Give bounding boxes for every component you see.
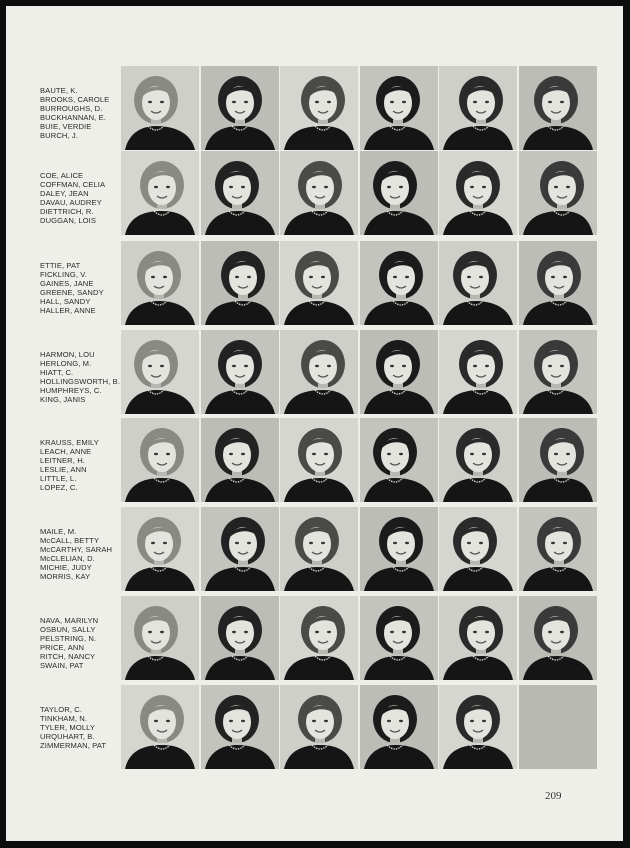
- portrait-silhouette: [360, 66, 438, 150]
- student-name: MAILE, M.: [40, 527, 77, 536]
- student-name: DALEY, JEAN: [40, 188, 89, 198]
- portrait-photo: [121, 330, 199, 414]
- student-name: OSBUN, SALLY: [40, 624, 96, 634]
- portrait-silhouette: [439, 66, 517, 150]
- portrait-photo: [360, 151, 438, 235]
- portrait-silhouette: [280, 330, 358, 414]
- student-name: SWAIN, PAT: [40, 660, 84, 670]
- student-name: DUGGAN, LOIS: [40, 215, 97, 225]
- portrait-photo: [280, 241, 358, 325]
- portrait-photo: [201, 330, 279, 414]
- student-name: HALL, SANDY: [40, 296, 91, 306]
- portrait-silhouette: [519, 66, 597, 150]
- student-name: HALLER, ANNE: [40, 305, 96, 315]
- portrait-photo: [201, 151, 279, 235]
- portrait-silhouette: [201, 685, 279, 769]
- names-block: [40, 706, 122, 751]
- student-name: DIETTRICH, R.: [40, 206, 94, 216]
- portrait-photo: [121, 66, 199, 150]
- student-name: MORRIS, KAY: [40, 571, 91, 581]
- portrait-photo: [439, 507, 517, 591]
- student-name: PRICE, ANN: [40, 642, 85, 652]
- portrait-silhouette: [280, 507, 358, 591]
- portrait-photo: [121, 685, 199, 769]
- portrait-silhouette: [519, 330, 597, 414]
- portrait-silhouette: [280, 685, 358, 769]
- names-block: [40, 262, 122, 315]
- portrait-photo: [280, 418, 358, 502]
- portrait-silhouette: [360, 507, 438, 591]
- portrait-photo: [519, 151, 597, 235]
- portrait-silhouette: [280, 241, 358, 325]
- portrait-silhouette: [439, 330, 517, 414]
- portrait-photo: [201, 418, 279, 502]
- student-name: LEITNER, H.: [40, 455, 85, 465]
- portrait-photo: [201, 241, 279, 325]
- portrait-photo: [519, 596, 597, 680]
- names-block: [40, 87, 122, 140]
- portrait-photo: [121, 151, 199, 235]
- portrait-photo: [360, 685, 438, 769]
- student-name: BURROUGHS, D.: [40, 103, 103, 113]
- portrait-silhouette: [439, 685, 517, 769]
- student-name: HUMPHREYS, C.: [40, 385, 102, 395]
- portrait-silhouette: [121, 241, 199, 325]
- portrait-silhouette: [519, 151, 597, 235]
- portrait-silhouette: [519, 418, 597, 502]
- student-name: HIATT, C.: [40, 367, 74, 377]
- portrait-silhouette: [439, 241, 517, 325]
- portrait-silhouette: [201, 596, 279, 680]
- student-name: TINKHAM, N.: [40, 713, 88, 723]
- student-name: LITTLE, L.: [40, 473, 77, 483]
- student-name: URQUHART, B.: [40, 731, 95, 741]
- portrait-photo: [280, 66, 358, 150]
- portrait-photo: [360, 330, 438, 414]
- student-name: BAUTE, K.: [40, 86, 78, 95]
- portrait-photo: [121, 241, 199, 325]
- portrait-photo: [121, 418, 199, 502]
- portrait-photo: [439, 241, 517, 325]
- student-name: ZIMMERMAN, PAT: [40, 740, 107, 750]
- portrait-silhouette: [121, 151, 199, 235]
- portrait-photo: [360, 596, 438, 680]
- student-name: HOLLINGSWORTH, B.: [40, 376, 121, 386]
- portrait-photo: [360, 507, 438, 591]
- page-number: 209: [545, 790, 562, 802]
- student-name: COFFMAN, CELIA: [40, 179, 106, 189]
- student-name: KING, JANIS: [40, 394, 86, 404]
- student-name: PELSTRING, N.: [40, 633, 97, 643]
- yearbook-page: [6, 6, 623, 841]
- student-name: BURCH, J.: [40, 130, 79, 140]
- student-name: HERLONG, M.: [40, 358, 92, 368]
- portrait-silhouette: [360, 151, 438, 235]
- portrait-silhouette: [439, 418, 517, 502]
- portrait-photo: [519, 507, 597, 591]
- student-name: LOPEZ, C.: [40, 482, 78, 492]
- student-name: BROOKS, CAROLE: [40, 94, 110, 104]
- student-name: FICKLING, V.: [40, 269, 87, 279]
- portrait-silhouette: [360, 596, 438, 680]
- names-block: [40, 528, 122, 581]
- portrait-photo: [121, 596, 199, 680]
- portrait-silhouette: [519, 507, 597, 591]
- portrait-silhouette: [439, 596, 517, 680]
- portrait-silhouette: [201, 418, 279, 502]
- student-name: TAYLOR, C.: [40, 705, 83, 714]
- names-block: [40, 351, 122, 404]
- portrait-silhouette: [360, 330, 438, 414]
- names-block: [40, 439, 122, 492]
- names-block: [40, 617, 122, 670]
- portrait-photo: [201, 507, 279, 591]
- portrait-silhouette: [519, 241, 597, 325]
- portrait-photo: [439, 685, 517, 769]
- student-name: LESLIE, ANN: [40, 464, 87, 474]
- portrait-silhouette: [439, 151, 517, 235]
- portrait-photo: [280, 685, 358, 769]
- portrait-photo: [360, 66, 438, 150]
- student-name: HARMON, LOU: [40, 350, 95, 359]
- student-name: KRAUSS, EMILY: [40, 438, 99, 447]
- student-name: GREENE, SANDY: [40, 287, 104, 297]
- portrait-photo: [201, 66, 279, 150]
- student-name: COE, ALICE: [40, 171, 84, 180]
- portrait-photo: [360, 418, 438, 502]
- portrait-photo: [280, 596, 358, 680]
- student-name: McCLELIAN, D.: [40, 553, 95, 563]
- portrait-silhouette: [439, 507, 517, 591]
- student-name: BUIE, VERDIE: [40, 121, 92, 131]
- portrait-silhouette: [121, 330, 199, 414]
- student-name: BUCKHANNAN, E.: [40, 112, 106, 122]
- portrait-photo: [121, 507, 199, 591]
- portrait-silhouette: [280, 418, 358, 502]
- portrait-photo: [360, 241, 438, 325]
- portrait-silhouette: [121, 418, 199, 502]
- portrait-silhouette: [280, 151, 358, 235]
- portrait-silhouette: [360, 418, 438, 502]
- portrait-photo: [439, 151, 517, 235]
- portrait-silhouette: [201, 66, 279, 150]
- portrait-photo: [280, 507, 358, 591]
- portrait-silhouette: [519, 596, 597, 680]
- portrait-silhouette: [201, 507, 279, 591]
- portrait-silhouette: [360, 241, 438, 325]
- portrait-photo: [519, 418, 597, 502]
- portrait-photo: [519, 241, 597, 325]
- names-block: [40, 172, 122, 225]
- student-name: ETTIE, PAT: [40, 261, 81, 270]
- portrait-photo: [280, 151, 358, 235]
- portrait-photo: [519, 66, 597, 150]
- portrait-silhouette: [280, 66, 358, 150]
- portrait-photo: [439, 596, 517, 680]
- portrait-silhouette: [360, 685, 438, 769]
- portrait-silhouette: [201, 330, 279, 414]
- portrait-photo: [439, 418, 517, 502]
- empty-photo-slot: [519, 685, 597, 769]
- portrait-photo: [439, 330, 517, 414]
- student-name: TYLER, MOLLY: [40, 722, 96, 732]
- portrait-photo: [201, 596, 279, 680]
- portrait-photo: [201, 685, 279, 769]
- portrait-photo: [439, 66, 517, 150]
- student-name: NAVA, MARILYN: [40, 616, 99, 625]
- portrait-silhouette: [121, 507, 199, 591]
- portrait-silhouette: [121, 66, 199, 150]
- portrait-silhouette: [121, 596, 199, 680]
- student-name: McCARTHY, SARAH: [40, 544, 113, 554]
- student-name: GAINES, JANE: [40, 278, 94, 288]
- student-name: McCALL, BETTY: [40, 535, 100, 545]
- portrait-silhouette: [280, 596, 358, 680]
- student-name: DAVAU, AUDREY: [40, 197, 102, 207]
- student-name: MICHIE, JUDY: [40, 562, 92, 572]
- portrait-photo: [519, 330, 597, 414]
- portrait-photo: [280, 330, 358, 414]
- portrait-silhouette: [121, 685, 199, 769]
- portrait-silhouette: [201, 241, 279, 325]
- student-name: LEACH, ANNE: [40, 446, 92, 456]
- portrait-silhouette: [201, 151, 279, 235]
- student-name: RITCH, NANCY: [40, 651, 96, 661]
